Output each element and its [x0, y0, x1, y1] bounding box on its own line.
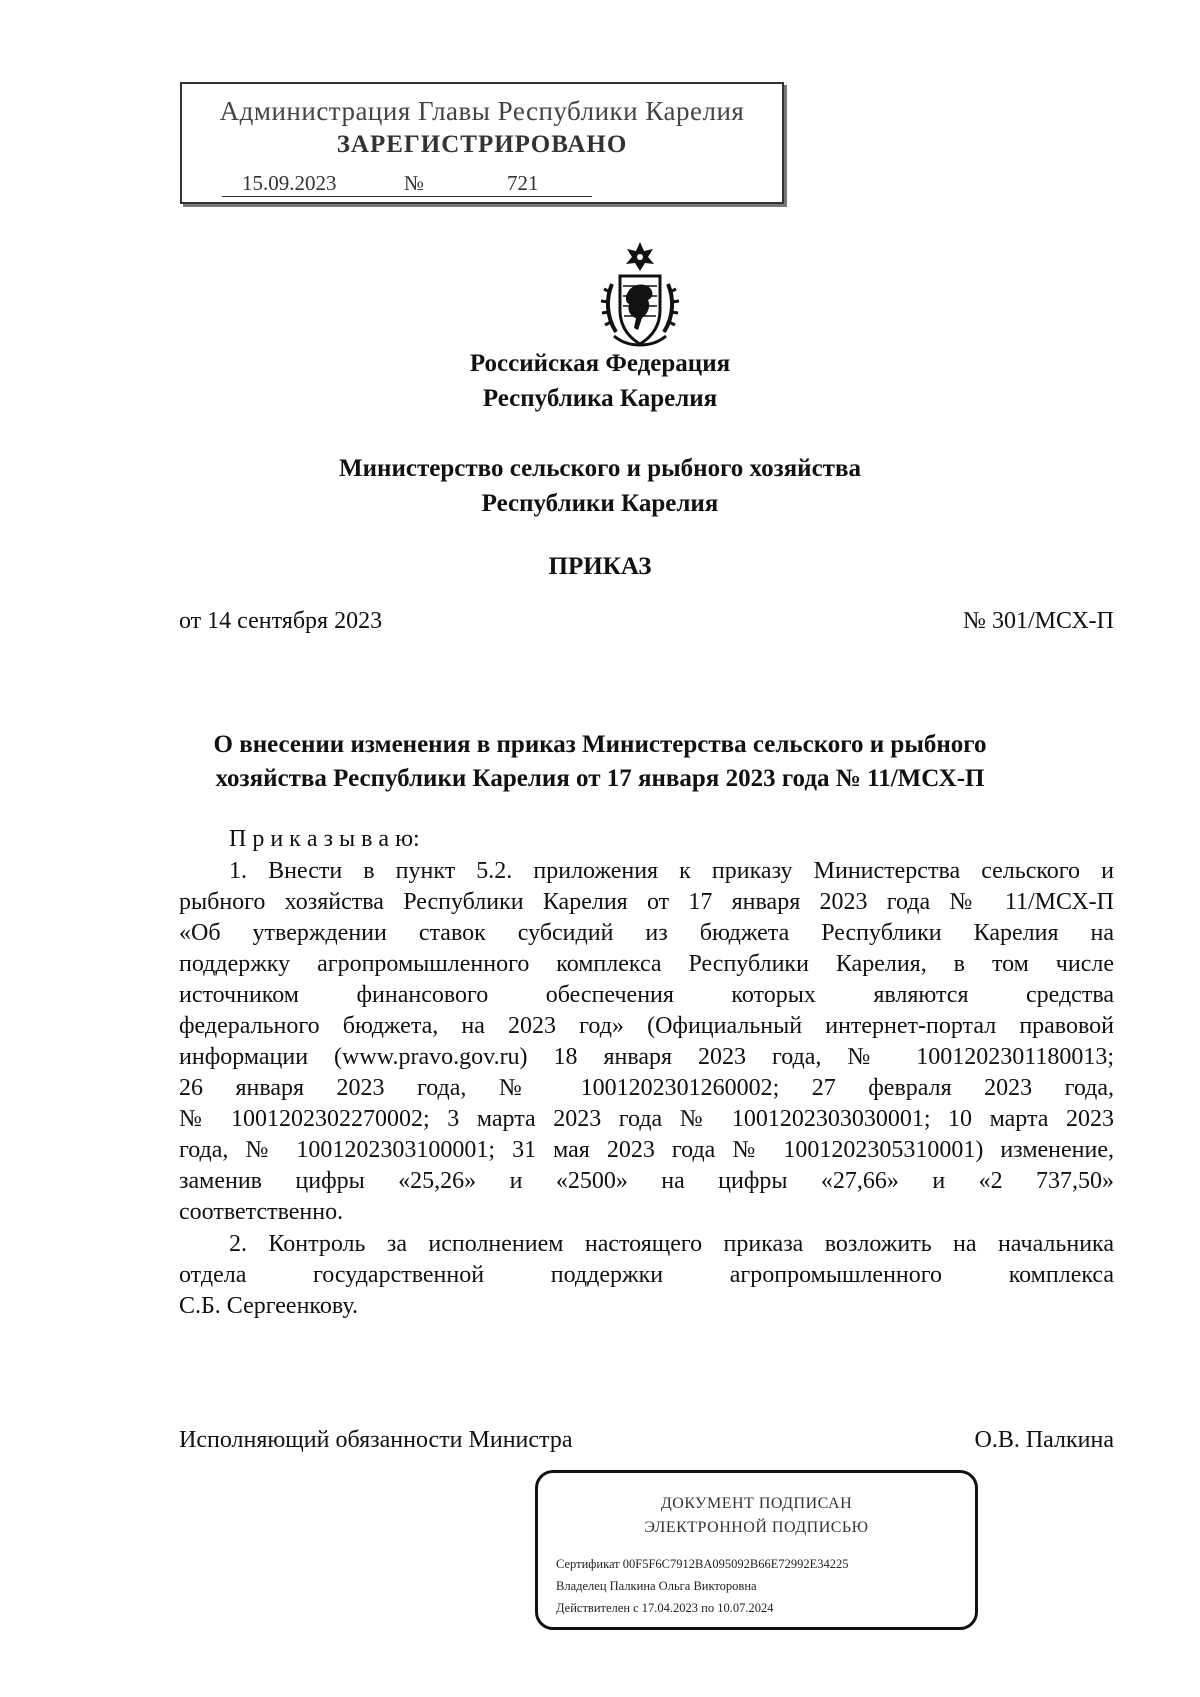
paragraph1-line: «Об утверждении ставок субсидий из бюджета Республики Карелия на: [179, 920, 1114, 946]
paragraph1-line: 26 января 2023 года, № 1001202301260002; 27 февраля 2023 года,: [179, 1075, 1114, 1101]
electronic-signature-stamp: [535, 1470, 978, 1630]
signer-position: Исполняющий обязанности Министра: [179, 1427, 573, 1453]
stamp-registered: ЗАРЕГИСТРИРОВАНО: [336, 131, 628, 158]
paragraph1-line: источником финансового обеспечения которых являются средства: [179, 982, 1114, 1008]
stamp-underline: [222, 196, 592, 197]
paragraph1-line: 1. Внести в пункт 5.2. приложения к приказу Министерства сельского и: [229, 858, 1114, 884]
signer-name: О.В. Палкина: [974, 1427, 1114, 1453]
karelia-coat-of-arms-icon: [598, 240, 682, 352]
paragraph1-line: заменив цифры «25,26» и «2500» на цифры «27,66» и «2 737,50»: [179, 1168, 1114, 1194]
esig-certificate: Сертификат 00F5F6C7912BA095092B66E72992E34225: [556, 1557, 849, 1571]
order-title-line2: хозяйства Республики Карелия от 17 января 2023 года № 11/МСХ-П: [215, 765, 985, 792]
esig-validity: Действителен с 17.04.2023 по 10.07.2024: [556, 1601, 774, 1615]
order-word: П р и к а з ы в а ю:: [229, 826, 420, 852]
stamp-authority: Администрация Главы Республики Карелия: [219, 96, 745, 126]
order-number: № 301/МСХ-П: [963, 608, 1114, 634]
ministry-name-line1: Министерство сельского и рыбного хозяйства: [339, 455, 861, 482]
country-name: Российская Федерация: [469, 350, 731, 377]
stamp-date: 15.09.2023: [242, 171, 337, 195]
paragraph1-line: № 1001202302270002; 3 марта 2023 года № 1001202303030001; 10 марта 2023: [179, 1106, 1114, 1132]
stamp-number: 721: [507, 171, 539, 195]
order-date: от 14 сентября 2023: [179, 608, 383, 634]
esig-header-line2: ЭЛЕКТРОННОЙ ПОДПИСЬЮ: [644, 1519, 869, 1536]
document-type: ПРИКАЗ: [548, 553, 652, 580]
ministry-name-line2: Республики Карелия: [481, 490, 719, 517]
paragraph1-line: федерального бюджета, на 2023 год» (Официальный интернет-портал правовой: [179, 1013, 1114, 1039]
paragraph1-line: года, № 1001202303100001; 31 мая 2023 года № 1001202305310001) изменение,: [179, 1137, 1114, 1163]
stamp-number-sign: №: [404, 171, 425, 195]
republic-name: Республика Карелия: [482, 385, 718, 412]
paragraph1-line: соответственно.: [179, 1199, 344, 1225]
paragraph2-line: отдела государственной поддержки агропромышленного комплекса: [179, 1262, 1114, 1288]
paragraph1-line: поддержку агропромышленного комплекса Республики Карелия, в том числе: [179, 951, 1114, 977]
paragraph2-line: 2. Контроль за исполнением настоящего приказа возложить на начальника: [229, 1231, 1114, 1257]
order-title-line1: О внесении изменения в приказ Министерства сельского и рыбного: [213, 731, 987, 758]
esig-header-line1: ДОКУМЕНТ ПОДПИСАН: [660, 1495, 853, 1512]
paragraph2-line: С.Б. Сергеенкову.: [179, 1293, 358, 1319]
paragraph1-line: рыбного хозяйства Республики Карелия от 17 января 2023 года № 11/МСХ-П: [179, 889, 1114, 915]
registration-stamp: [180, 82, 784, 204]
paragraph1-line: информации (www.pravo.gov.ru) 18 января 2023 года, № 1001202301180013;: [179, 1044, 1114, 1070]
esig-owner: Владелец Палкина Ольга Викторовна: [556, 1579, 757, 1593]
